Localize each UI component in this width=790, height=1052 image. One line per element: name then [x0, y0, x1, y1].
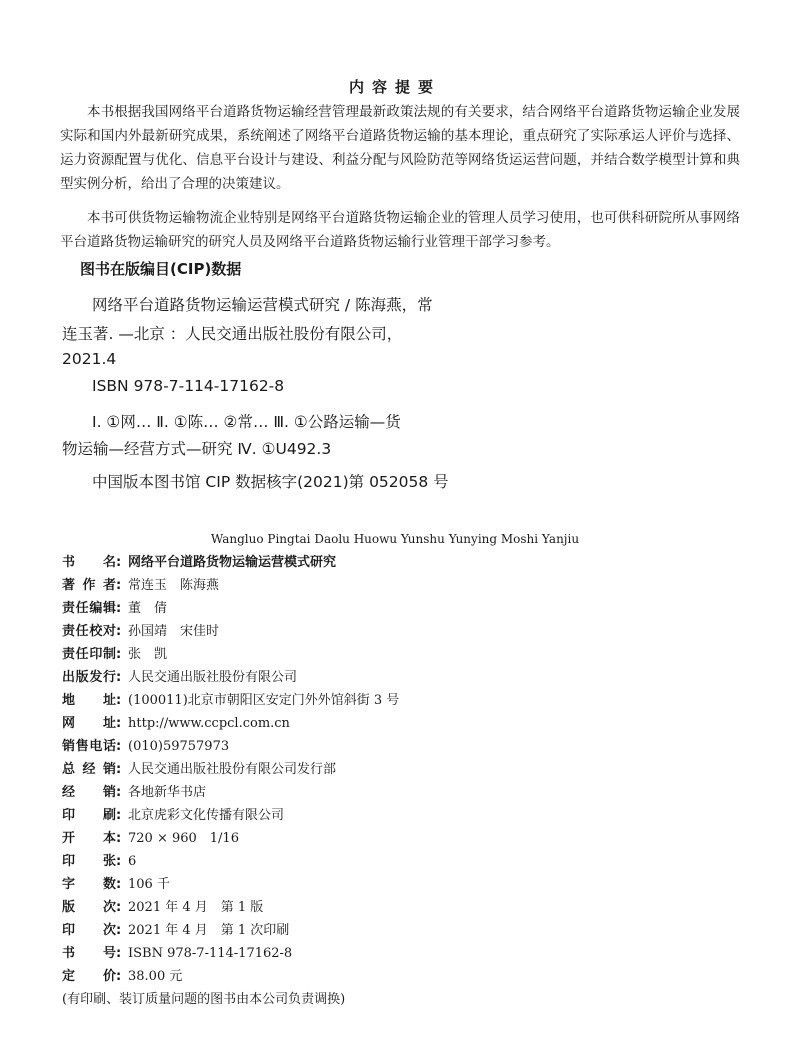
- colophon-colon: :: [116, 854, 122, 869]
- colophon-row-format: [62, 827, 722, 850]
- colophon-row-editor: [62, 597, 722, 620]
- colophon-value: ISBN 978-7-114-17162-8: [128, 946, 293, 961]
- colophon-label: 版次: [62, 900, 116, 915]
- colophon-label: 印张: [62, 854, 116, 869]
- colophon-row-print-supervisor: [62, 643, 722, 666]
- colophon-row-isbn: [62, 942, 722, 965]
- colophon-colon: :: [116, 693, 122, 708]
- cip-heading: 图书在版编目(CIP)数据: [80, 260, 242, 278]
- colophon-row-sheets: [62, 850, 722, 873]
- colophon-colon: :: [116, 624, 122, 639]
- colophon-colon: :: [116, 762, 122, 777]
- colophon-value: 孙国靖 宋佳时: [128, 624, 220, 639]
- colophon-value: 董 倩: [128, 601, 168, 616]
- colophon-label: 销售电话: [62, 739, 116, 754]
- quality-footnote: (有印刷、装订质量问题的图书由本公司负责调换): [62, 992, 346, 1007]
- colophon-value: 网络平台道路货物运输运营模式研究: [128, 555, 337, 570]
- cip-isbn-line: ISBN 978-7-114-17162-8: [92, 377, 285, 395]
- colophon-row-printer: [62, 804, 722, 827]
- colophon-colon: :: [116, 739, 122, 754]
- colophon-label: 出版发行: [62, 670, 116, 685]
- summary-title: 内容提要: [348, 78, 441, 96]
- colophon-colon: :: [116, 900, 122, 915]
- cip-date-line: 2021.4: [62, 350, 117, 368]
- colophon-label: 责任编辑: [62, 601, 116, 616]
- colophon-row-word-count: [62, 873, 722, 896]
- colophon-value: 北京虎彩文化传播有限公司: [128, 808, 285, 823]
- colophon-label: 书号: [62, 946, 116, 961]
- cip-title-line: 网络平台道路货物运输运营模式研究 / 陈海燕，常: [92, 296, 433, 314]
- colophon-label: 印刷: [62, 808, 116, 823]
- colophon-table: [62, 551, 722, 988]
- colophon-label: 地址: [62, 693, 116, 708]
- colophon-label: 总经销: [62, 762, 116, 777]
- colophon-colon: :: [116, 969, 122, 984]
- colophon-label: 书名: [62, 555, 116, 570]
- colophon-row-author: [62, 574, 722, 597]
- colophon-colon: :: [116, 578, 122, 593]
- colophon-row-publisher: [62, 666, 722, 689]
- colophon-row-printing: [62, 919, 722, 942]
- summary-paragraph-1: 本书根据我国网络平台道路货物运输经营管理最新政策法规的有关要求，结合网络平台道路货物运输企业发展实际和国内外最新研究成果，系统阐述了网络平台道路货物运输的基本理论，重点研究了实际承运人评价与选择、运力资源配置与优化、信息平台设计与建设、利益分配与风险防范等网络货运运营问题，并结合数学模型计算和典型实例分析，给出了合理的决策建议。: [60, 104, 740, 192]
- colophon-colon: :: [116, 946, 122, 961]
- colophon-colon: :: [116, 716, 122, 731]
- colophon-value: 张 凯: [128, 647, 168, 662]
- colophon-colon: :: [116, 831, 122, 846]
- colophon-colon: :: [116, 555, 122, 570]
- colophon-value: 6: [128, 854, 137, 869]
- colophon-value: 38.00 元: [128, 969, 183, 984]
- cip-classification-line-1: Ⅰ. ①网… Ⅱ. ①陈… ②常… Ⅲ. ①公路运输—货: [92, 413, 401, 431]
- colophon-row-website: [62, 712, 722, 735]
- colophon-colon: :: [116, 785, 122, 800]
- colophon-label: 开本: [62, 831, 116, 846]
- colophon-value: 106 千: [128, 877, 170, 892]
- colophon-value: 2021 年 4 月 第 1 次印刷: [128, 923, 290, 938]
- colophon-colon: :: [116, 601, 122, 616]
- colophon-value: 人民交通出版社股份有限公司: [128, 670, 298, 685]
- colophon-row-title: [62, 551, 722, 574]
- summary-paragraph-2: 本书可供货物运输物流企业特别是网络平台道路货物运输企业的管理人员学习使用，也可供科研院所从事网络平台道路货物运输研究的研究人员及网络平台道路货物运输行业管理干部学习参考。: [60, 210, 740, 250]
- colophon-colon: :: [116, 877, 122, 892]
- cip-classification-line-2: 物运输—经营方式—研究 Ⅳ. ①U492.3: [62, 440, 332, 458]
- colophon-row-edition: [62, 896, 722, 919]
- colophon-label: 著作者: [62, 578, 116, 593]
- colophon-label: 字数: [62, 877, 116, 892]
- colophon-label: 印次: [62, 923, 116, 938]
- colophon-row-proofreader: [62, 620, 722, 643]
- colophon-row-distributor: [62, 781, 722, 804]
- colophon-row-sales-phone: [62, 735, 722, 758]
- colophon-value: http://www.ccpcl.com.cn: [128, 716, 290, 731]
- colophon-value: 各地新华书店: [128, 785, 207, 800]
- colophon-colon: :: [116, 647, 122, 662]
- cip-author-line: 连玉著. —北京 ：人民交通出版社股份有限公司，: [62, 325, 403, 343]
- colophon-label: 责任印制: [62, 647, 116, 662]
- pinyin-title: Wangluo Pingtai Daolu Huowu Yunshu Yunying Moshi Yanjiu: [210, 532, 580, 546]
- colophon-value: (100011)北京市朝阳区安定门外外馆斜街 3 号: [128, 693, 400, 708]
- colophon-value: 2021 年 4 月 第 1 版: [128, 900, 264, 915]
- colophon-colon: :: [116, 923, 122, 938]
- colophon-label: 网址: [62, 716, 116, 731]
- colophon-colon: :: [116, 808, 122, 823]
- colophon-row-price: [62, 965, 722, 988]
- colophon-row-general-distributor: [62, 758, 722, 781]
- colophon-value: (010)59757973: [128, 739, 230, 754]
- cip-record-number: 中国版本图书馆 CIP 数据核字(2021)第 052058 号: [92, 473, 449, 491]
- colophon-label: 经销: [62, 785, 116, 800]
- colophon-row-address: [62, 689, 722, 712]
- colophon-label: 定价: [62, 969, 116, 984]
- colophon-colon: :: [116, 670, 122, 685]
- colophon-label: 责任校对: [62, 624, 116, 639]
- colophon-value: 人民交通出版社股份有限公司发行部: [128, 762, 337, 777]
- colophon-value: 720 × 960 1/16: [128, 831, 239, 846]
- colophon-value: 常连玉 陈海燕: [128, 578, 220, 593]
